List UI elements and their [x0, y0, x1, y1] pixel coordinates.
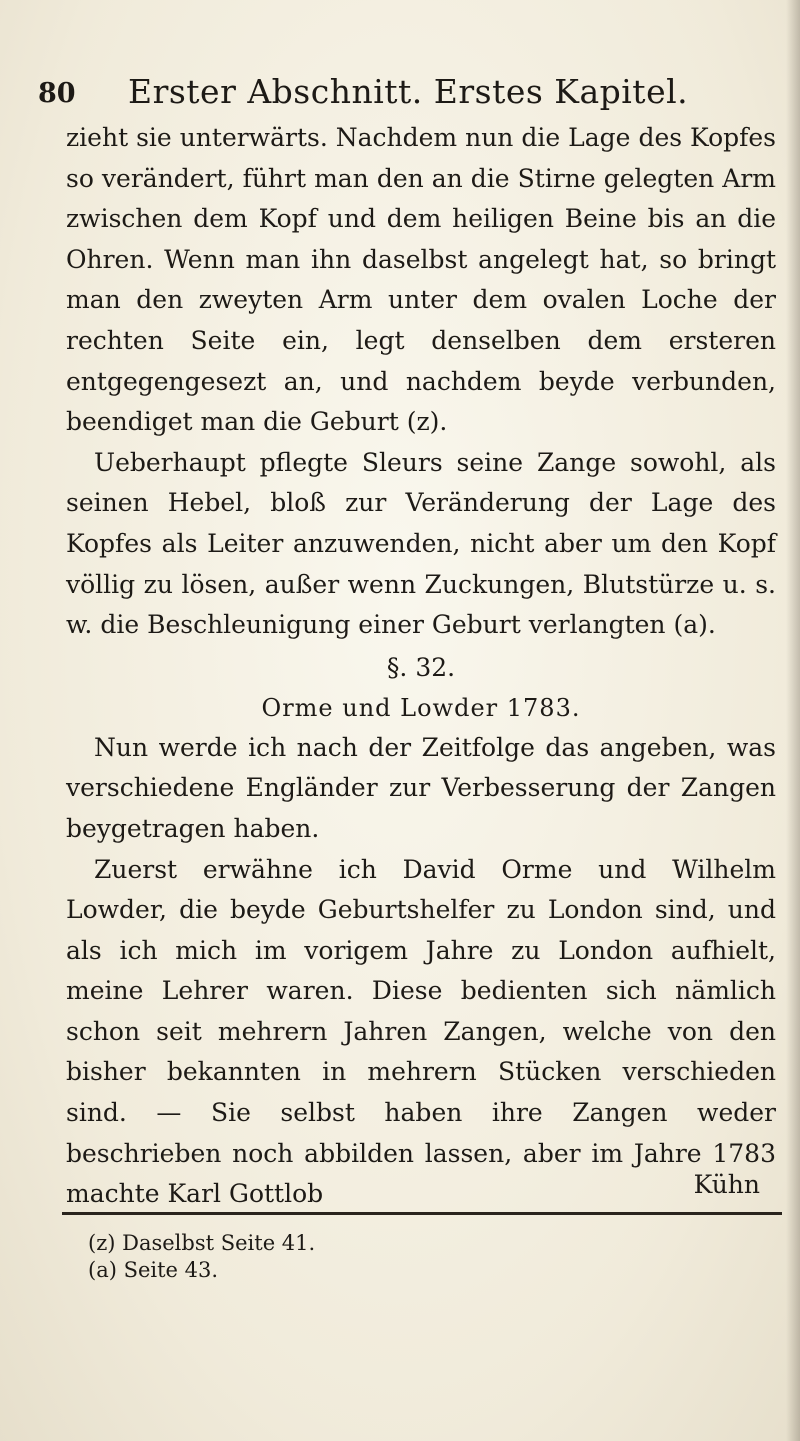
paragraph-continuation: zieht sie unterwärts. Nachdem nun die Lage des Kopfes so verändert, führt man den an die Stirne gelegten Arm zwischen dem Kopf und dem heiligen Beine bis an die Ohren. Wenn man ihn daselbst angelegt hat, so bringt man den zweyten Arm unter dem ovalen Loche der rechten Seite ein, legt denselben dem ersteren entgegengesezt an, und nachdem beyde verbunden, beendiget man die Geburt (z).: [66, 123, 776, 437]
catchword: Kühn: [693, 1170, 760, 1199]
footnotes: [88, 1230, 688, 1284]
paragraph-intro: Nun werde ich nach der Zeitfolge das angeben, was verschiedene Engländer zur Verbesserung der Zangen beygetragen haben.: [66, 732, 776, 843]
section-number: §. 32.: [386, 652, 456, 682]
page-edge-shadow: [786, 0, 800, 1441]
footnote-rule: [62, 1212, 782, 1215]
footnote-z: (z) Daselbst Seite 41.: [88, 1231, 316, 1255]
page-number: 80: [38, 78, 76, 109]
page-header: [38, 70, 778, 120]
running-head: Erster Abschnitt. Erstes Kapitel.: [128, 72, 689, 111]
paragraph-orme-lowder: Zuerst erwähne ich David Orme und Wilhelm Lowder, die beyde Geburtshelfer zu London sind, und als ich mich im vorigem Jahre zu London aufhielt, meine Lehrer waren. Diese bedienten sich nämlich schon seit mehrern Jahren Zangen, welche von den bisher bekannten in mehrern Stücken verschieden sind. — Sie selbst haben ihre Zangen weder beschrieben noch abbilden lassen, aber im Jahre 1783 machte Karl Gottlob: [66, 854, 776, 1209]
body-text: [66, 118, 776, 1215]
section-title: Orme und Lowder 1783.: [261, 693, 581, 722]
paragraph-sleurs: Ueberhaupt pflegte Sleurs seine Zange sowohl, als seinen Hebel, bloß zur Veränderung der Lage des Kopfes als Leiter anzuwenden, nicht aber um den Kopf völlig zu lösen, außer wenn Zuckungen, Blutstürze u. s. w. die Beschleunigung einer Geburt verlangten (a).: [66, 447, 776, 640]
footnote-a: (a) Seite 43.: [88, 1258, 219, 1282]
